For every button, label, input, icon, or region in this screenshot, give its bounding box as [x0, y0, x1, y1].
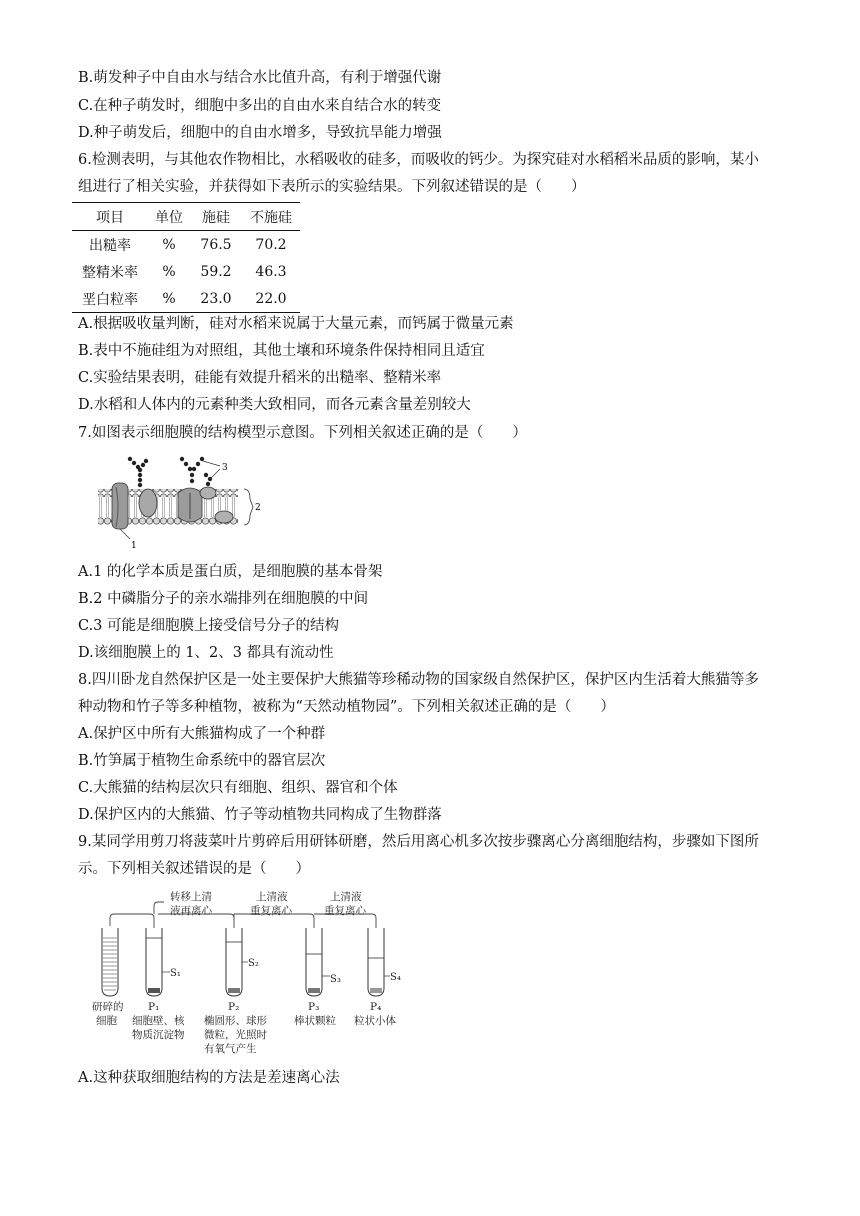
supernatant-label: S₃ [330, 974, 341, 985]
option-c-q5: C.在种子萌发时，细胞中多出的自由水来自结合水的转变 [78, 98, 442, 114]
caption-p4: 粒状小体 [354, 1015, 396, 1027]
table-cell: 23.0 [200, 290, 232, 307]
table-cell: 76.5 [200, 236, 232, 253]
table-cell: 出糙率 [89, 237, 131, 254]
question-9-stem-line1: 9.某同学用剪刀将菠菜叶片剪碎后用研钵研磨，然后用离心机多次按步骤离心分离细胞结构，步骤如下图所 [78, 834, 759, 850]
option-b-q7: B.2 中磷脂分子的亲水端排列在细胞膜的中间 [78, 591, 369, 607]
caption-ground-cells: 研碎的 [92, 1001, 124, 1013]
caption-p2: 椭圆形、球形 [204, 1015, 267, 1027]
table-cell: 70.2 [255, 236, 287, 253]
caption-p3: 棒状颗粒 [294, 1015, 336, 1027]
table-header: 单位 [155, 209, 183, 226]
option-a-q8: A.保护区中所有大熊猫构成了一个种群 [78, 726, 326, 742]
caption-ground-cells: 细胞 [96, 1015, 117, 1027]
caption-p2: 有氧气产生 [204, 1043, 257, 1055]
table-header-row [72, 203, 300, 231]
test-tube [226, 928, 242, 996]
option-c-q6: C.实验结果表明，硅能有效提升稻米的出糙率、整精米率 [78, 370, 442, 386]
option-c-q7: C.3 可能是细胞膜上接受信号分子的结构 [78, 618, 340, 634]
question-8-stem-line2: 种动物和竹子等多种植物，被称为“天然动植物园”。下列相关叙述正确的是（ ） [78, 699, 615, 715]
option-d-q7: D.该细胞膜上的 1、2、3 都具有流动性 [78, 645, 334, 661]
caption-p4: P₄ [370, 1001, 382, 1013]
table-header: 不施硅 [250, 209, 292, 226]
option-a-q7: A.1 的化学本质是蛋白质，是细胞膜的基本骨架 [78, 564, 383, 580]
step-label: 上清液 [256, 891, 288, 903]
question-6-stem-line1: 6.检测表明，与其他农作物相比，水稻吸收的硅多，而吸收的钙少。为探究硅对水稻稻米品质的影响，某小 [78, 152, 759, 168]
table-row [72, 258, 300, 285]
option-d-q6: D.水稻和人体内的元素种类大致相同，而各元素含量差别较大 [78, 397, 471, 413]
table-cell: % [162, 236, 176, 253]
transmembrane-protein [112, 483, 128, 529]
caption-p2: 微粒，光照时 [204, 1029, 267, 1041]
table-cell: 46.3 [255, 263, 287, 280]
supernatant-label: S₂ [248, 958, 259, 969]
table-cell: 整精米率 [82, 264, 138, 281]
question-8-stem-line1: 8.四川卧龙自然保护区是一处主要保护大熊猫等珍稀动物的国家级自然保护区，保护区内生活着大熊猫等多 [78, 672, 759, 688]
table-cell: 22.0 [255, 290, 287, 307]
option-a-q6: A.根据吸收量判断，硅对水稻来说属于大量元素，而钙属于微量元素 [78, 316, 514, 332]
centrifugation-figure [84, 884, 404, 1060]
test-tube [368, 928, 384, 996]
bilayer-bracket [244, 489, 253, 525]
caption-p3: P₃ [308, 1001, 320, 1013]
option-a-q9: A.这种获取细胞结构的方法是差速离心法 [78, 1070, 340, 1086]
table-cell: % [162, 290, 176, 307]
table-row [72, 285, 300, 313]
pellets [148, 988, 382, 993]
option-b-q8: B.竹笋属于植物生命系统中的器官层次 [78, 753, 326, 769]
option-b-q6: B.表中不施硅组为对照组，其他土壤和环境条件保持相同且适宜 [78, 343, 485, 359]
results-table [72, 202, 300, 313]
table-cell: % [162, 263, 176, 280]
step-label: 重复离心 [324, 905, 366, 917]
label-2: 2 [255, 503, 261, 513]
question-6-stem-line2: 组进行了相关实验，并获得如下表所示的实验结果。下列叙述错误的是（ ） [78, 179, 586, 195]
step-label: 上清液 [330, 891, 362, 903]
table-header: 项目 [96, 209, 124, 226]
caption-p1: 物质沉淀物 [132, 1029, 185, 1041]
caption-p1: 细胞壁、核 [132, 1015, 185, 1027]
question-7-stem: 7.如图表示细胞膜的结构模型示意图。下列相关叙述正确的是（ ） [78, 425, 527, 441]
label-1: 1 [131, 541, 137, 551]
option-b-q5: B.萌发种子中自由水与结合水比值升高，有利于增强代谢 [78, 70, 442, 86]
question-9-stem-line2: 示。下列相关叙述错误的是（ ） [78, 861, 310, 877]
caption-p1: P₁ [148, 1001, 160, 1013]
glycoprotein-chains [128, 457, 212, 487]
step-label: 转移上清 [170, 891, 212, 903]
supernatant-label: S₁ [170, 968, 181, 979]
cell-membrane-figure [90, 453, 275, 553]
caption-p2: P₂ [228, 1001, 240, 1013]
option-d-q5: D.种子萌发后，细胞中的自由水增多，导致抗旱能力增强 [78, 125, 442, 141]
step-label: 重复离心 [250, 905, 292, 917]
option-c-q8: C.大熊猫的结构层次只有细胞、组织、器官和个体 [78, 780, 398, 796]
supernatant-label: S₄ [390, 972, 401, 983]
table-row [72, 231, 300, 259]
test-tube [306, 928, 322, 996]
table-cell: 垩白粒率 [82, 291, 138, 308]
option-d-q8: D.保护区内的大熊猫、竹子等动植物共同构成了生物群落 [78, 807, 442, 823]
step-label: 液再离心 [170, 905, 212, 917]
table-header: 施硅 [202, 209, 230, 226]
table-cell: 59.2 [200, 263, 232, 280]
label-3: 3 [222, 463, 228, 473]
embedded-protein [139, 489, 157, 517]
